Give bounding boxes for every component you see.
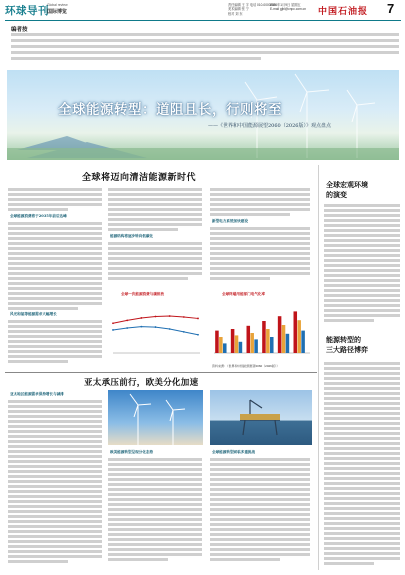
hero-title: 全球能源转型：道阻且长，行则将至 — [58, 102, 282, 117]
data-point — [183, 316, 185, 318]
article-headline: 亚太承压前行，欧美分化加速 — [84, 378, 199, 388]
bar — [301, 331, 305, 353]
sidebar-body — [324, 204, 400, 329]
newspaper-logo: 中国石油报 — [318, 7, 369, 17]
article-column — [210, 450, 310, 568]
bar — [235, 335, 239, 353]
credit-line: 美术编辑 张 宁 — [228, 7, 249, 12]
section-subheading: 欧美能源转型呈现分化态势 — [110, 450, 154, 454]
section-english-label: Global review — [47, 3, 68, 7]
sidebar-heading-line: 三大路径博弈 — [326, 345, 368, 354]
section-subheading: 风光和氢等能源需求大幅增长 — [10, 312, 57, 316]
section-subheading: 新型电力系统加快建设 — [212, 219, 248, 223]
sidebar-heading-line: 全球宏观环境 — [326, 180, 368, 189]
bar — [219, 337, 223, 353]
header-divider — [5, 20, 401, 21]
editor-note-heading: 编者按 — [11, 27, 28, 33]
bar — [266, 329, 270, 353]
section-subheading: 全球能源转型面临多重挑战 — [212, 450, 256, 454]
section-subheading: 亚太地区能源需求保持增长与减排 — [10, 392, 64, 396]
credit-line: 校对 刘 东 — [228, 11, 243, 16]
section-title: 环球导刊 — [5, 5, 49, 17]
data-point — [140, 317, 142, 319]
contact-email: E-mail gjbl@cnpc.com.cn — [270, 7, 307, 12]
chart-title: 全球一次能源消费与碳排放 — [121, 292, 165, 296]
chart-1-svg — [107, 299, 202, 359]
sidebar-heading — [326, 180, 368, 200]
data-point — [169, 315, 171, 317]
chart-panel — [208, 292, 312, 362]
bar — [247, 326, 251, 353]
bar — [250, 333, 254, 353]
section-divider — [5, 372, 317, 373]
chart-source: 资料来源：《世界和中国能源展望2060（2026版）》 — [212, 364, 280, 368]
page-number: 7 — [387, 1, 395, 16]
data-point — [126, 319, 128, 321]
bar — [282, 325, 286, 353]
bar — [297, 320, 301, 353]
hero-subtitle: ——《世界和中国能源展望2060（2026版）》观点盘点 — [208, 123, 331, 129]
bar — [262, 321, 266, 353]
article-column — [8, 392, 102, 568]
article-column — [210, 188, 310, 288]
issue-date: 2026年1月9日 星期五 — [270, 3, 301, 7]
data-point — [126, 327, 128, 329]
editor-credits — [228, 3, 276, 16]
bar — [215, 331, 219, 353]
bar — [231, 329, 235, 353]
bar — [294, 311, 298, 353]
chart-2-svg — [208, 299, 312, 359]
wind-turbine-icon — [108, 390, 203, 445]
credit-line: 责任编辑 王 宇 电话 010-0000000 — [228, 3, 276, 7]
section-subtitle: 国际博览 — [47, 9, 68, 15]
article-headline: 全球将迈向清洁能源新时代 — [82, 173, 197, 183]
oil-platform-icon — [210, 390, 312, 445]
bar — [278, 316, 282, 353]
sidebar-heading — [326, 335, 368, 355]
bar — [270, 337, 274, 353]
bar — [239, 342, 243, 353]
data-point — [155, 316, 157, 318]
section-subheading: 全球能源消费将于2035年前后达峰 — [10, 214, 67, 218]
data-point — [197, 334, 199, 336]
sidebar-heading-line: 能源转型的 — [326, 335, 361, 344]
offshore-platform-photo — [210, 390, 312, 445]
data-point — [197, 318, 199, 320]
data-point — [112, 329, 114, 331]
editor-note-body — [11, 33, 399, 65]
data-point — [155, 326, 157, 328]
sidebar-heading-line: 的演变 — [326, 190, 347, 199]
data-point — [183, 331, 185, 333]
data-point — [169, 328, 171, 330]
article-column — [108, 450, 202, 568]
chart-title: 全球终端用能部门电气化率 — [222, 292, 266, 296]
section-subheading: 能源结构将逐步转向低碳化 — [110, 234, 154, 238]
offshore-wind-photo — [108, 390, 203, 445]
article-column — [8, 188, 102, 368]
bar — [286, 334, 290, 353]
data-point — [140, 326, 142, 328]
bar — [254, 339, 258, 353]
chart-panel — [107, 292, 202, 362]
article-column — [108, 188, 202, 288]
issue-date-block — [270, 3, 306, 12]
sidebar-body — [324, 362, 400, 568]
data-point — [112, 322, 114, 324]
bar — [223, 343, 227, 353]
sidebar-divider — [318, 165, 319, 570]
